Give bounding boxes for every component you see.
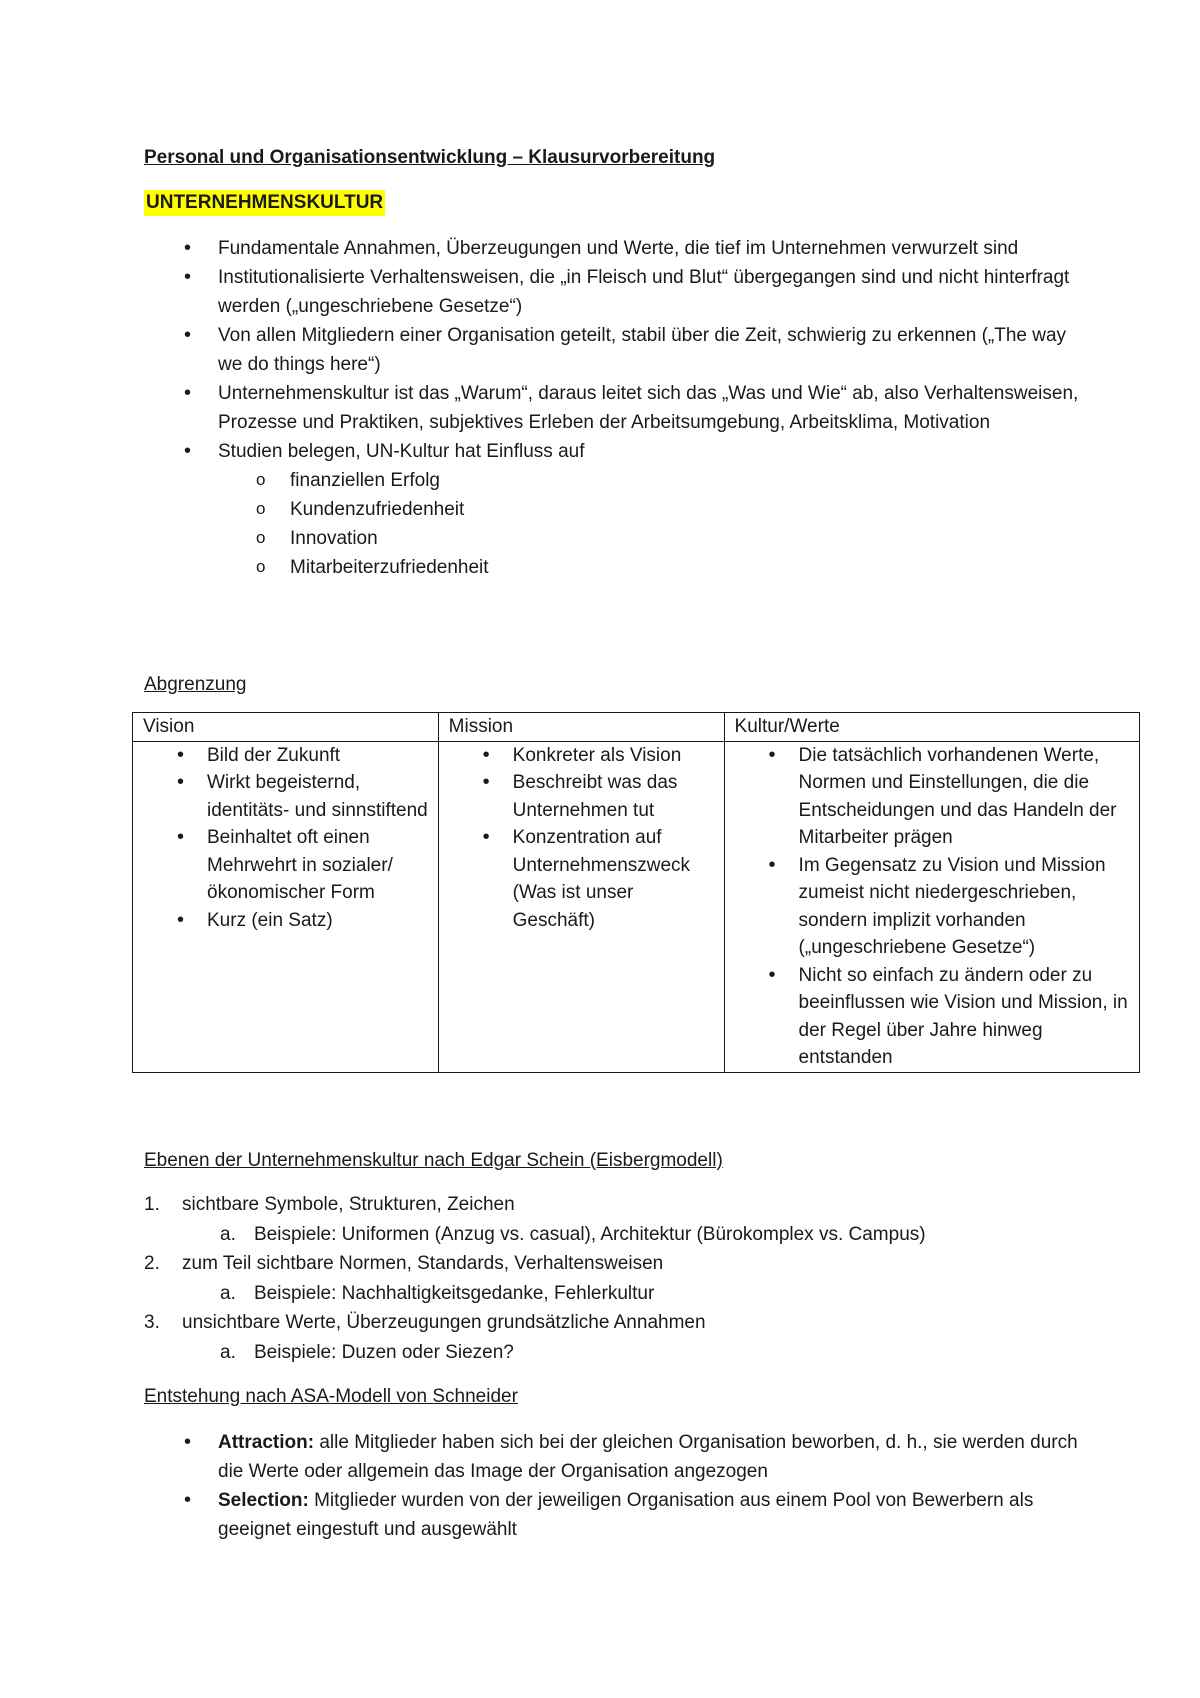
term-attraction: Attraction: <box>218 1432 315 1453</box>
sub-list-item: a. Beispiele: Nachhaltigkeitsgedanke, Fehlerkultur <box>220 1282 655 1304</box>
list-item: • Unternehmenskultur ist das „Warum“, daraus leitet sich das „Was und Wie“ ab, also Verhaltensweisen, Prozesse und Praktiken, subjektives Erleben der Arbeitsumgebung, Arbeitsklima, Motivation <box>144 379 1084 437</box>
list-item: • Nicht so einfach zu ändern oder zu beeinflussen wie Vision und Mission, in der Regel über Jahre hinweg entstanden <box>725 962 1131 1072</box>
list-item: • Institutionalisierte Verhaltensweisen, die „in Fleisch und Blut“ übergegangen sind und nicht hinterfragt werden („ungeschriebene Gesetze“) <box>144 263 1084 321</box>
sub-list-item: o Kundenzufriedenheit <box>144 495 1084 524</box>
kultur-definition-list <box>144 234 1084 582</box>
document-title: Personal und Organisationsentwicklung – Klausurvorbereitung <box>144 147 716 168</box>
list-item: • Selection: Mitglieder wurden von der jeweiligen Organisation aus einem Pool von Bewerbern als geeignet eingestuft und ausgewählt <box>144 1486 1084 1544</box>
list-item: 3. unsichtbare Werte, Überzeugungen grundsätzliche Annahmen a. Beispiele: Duzen oder Siezen? <box>144 1308 1084 1367</box>
list-item: • Bild der Zukunft <box>133 742 430 770</box>
list-item: • Konkreter als Vision <box>439 742 716 770</box>
ebenen-heading: Ebenen der Unternehmenskultur nach Edgar Schein (Eisbergmodell) <box>144 1150 723 1171</box>
asa-heading: Entstehung nach ASA-Modell von Schneider <box>144 1386 518 1407</box>
list-item: • Studien belegen, UN-Kultur hat Einfluss auf o finanziellen Erfolg o Kundenzufriedenheit o Innovation o Mitarbeiterzufriedenheit <box>144 437 1084 582</box>
list-item: • Konzentration auf Unternehmenszweck (Was ist unser Geschäft) <box>439 824 716 934</box>
list-item: • Fundamentale Annahmen, Überzeugungen und Werte, die tief im Unternehmen verwurzelt sind <box>144 234 1084 263</box>
table-row <box>133 741 1140 1072</box>
abgrenzung-table <box>132 712 1140 1073</box>
term-selection: Selection: <box>218 1490 309 1511</box>
column-header-vision: Vision <box>133 713 439 742</box>
sub-list-item: a. Beispiele: Duzen oder Siezen? <box>220 1341 514 1363</box>
list-item: • Im Gegensatz zu Vision und Mission zumeist nicht niedergeschrieben, sondern implizit vorhanden („ungeschriebene Gesetze“) <box>725 852 1131 962</box>
list-item: • Attraction: alle Mitglieder haben sich bei der gleichen Organisation beworben, d. h., sie werden durch die Werte oder allgemein das Image der Organisation angezogen <box>144 1428 1084 1486</box>
column-header-mission: Mission <box>438 713 724 742</box>
list-item: • Wirkt begeisternd, identitäts- und sinnstiftend <box>133 769 430 824</box>
ebenen-list <box>144 1190 1084 1367</box>
vision-cell <box>133 741 439 1072</box>
sub-list-item: o finanziellen Erfolg <box>144 466 1084 495</box>
list-item: • Die tatsächlich vorhandenen Werte, Normen und Einstellungen, die die Entscheidungen und das Handeln der Mitarbeiter prägen <box>725 742 1131 852</box>
list-item: • Kurz (ein Satz) <box>133 907 430 935</box>
list-item: 2. zum Teil sichtbare Normen, Standards, Verhaltensweisen a. Beispiele: Nachhaltigkeitsgedanke, Fehlerkultur <box>144 1249 1084 1308</box>
sub-list-item: a. Beispiele: Uniformen (Anzug vs. casual), Architektur (Bürokomplex vs. Campus) <box>220 1223 926 1245</box>
abgrenzung-heading: Abgrenzung <box>144 674 247 695</box>
sub-list-item: o Innovation <box>144 524 1084 553</box>
list-item: 1. sichtbare Symbole, Strukturen, Zeichen a. Beispiele: Uniformen (Anzug vs. casual), Architektur (Bürokomplex vs. Campus) <box>144 1190 1084 1249</box>
mission-cell <box>438 741 724 1072</box>
sub-list-item: o Mitarbeiterzufriedenheit <box>144 553 1084 582</box>
table-header-row <box>133 713 1140 742</box>
list-item: • Beschreibt was das Unternehmen tut <box>439 769 716 824</box>
list-item: • Beinhaltet oft einen Mehrwehrt in sozialer/ökonomischer Form <box>133 824 430 907</box>
column-header-kultur: Kultur/Werte <box>724 713 1139 742</box>
list-item: • Von allen Mitgliedern einer Organisation geteilt, stabil über die Zeit, schwierig zu erkennen („The way we do things here“) <box>144 321 1084 379</box>
asa-list <box>144 1428 1084 1544</box>
kultur-cell <box>724 741 1139 1072</box>
section-heading-unternehmenskultur: UNTERNEHMENSKULTUR <box>144 190 385 216</box>
